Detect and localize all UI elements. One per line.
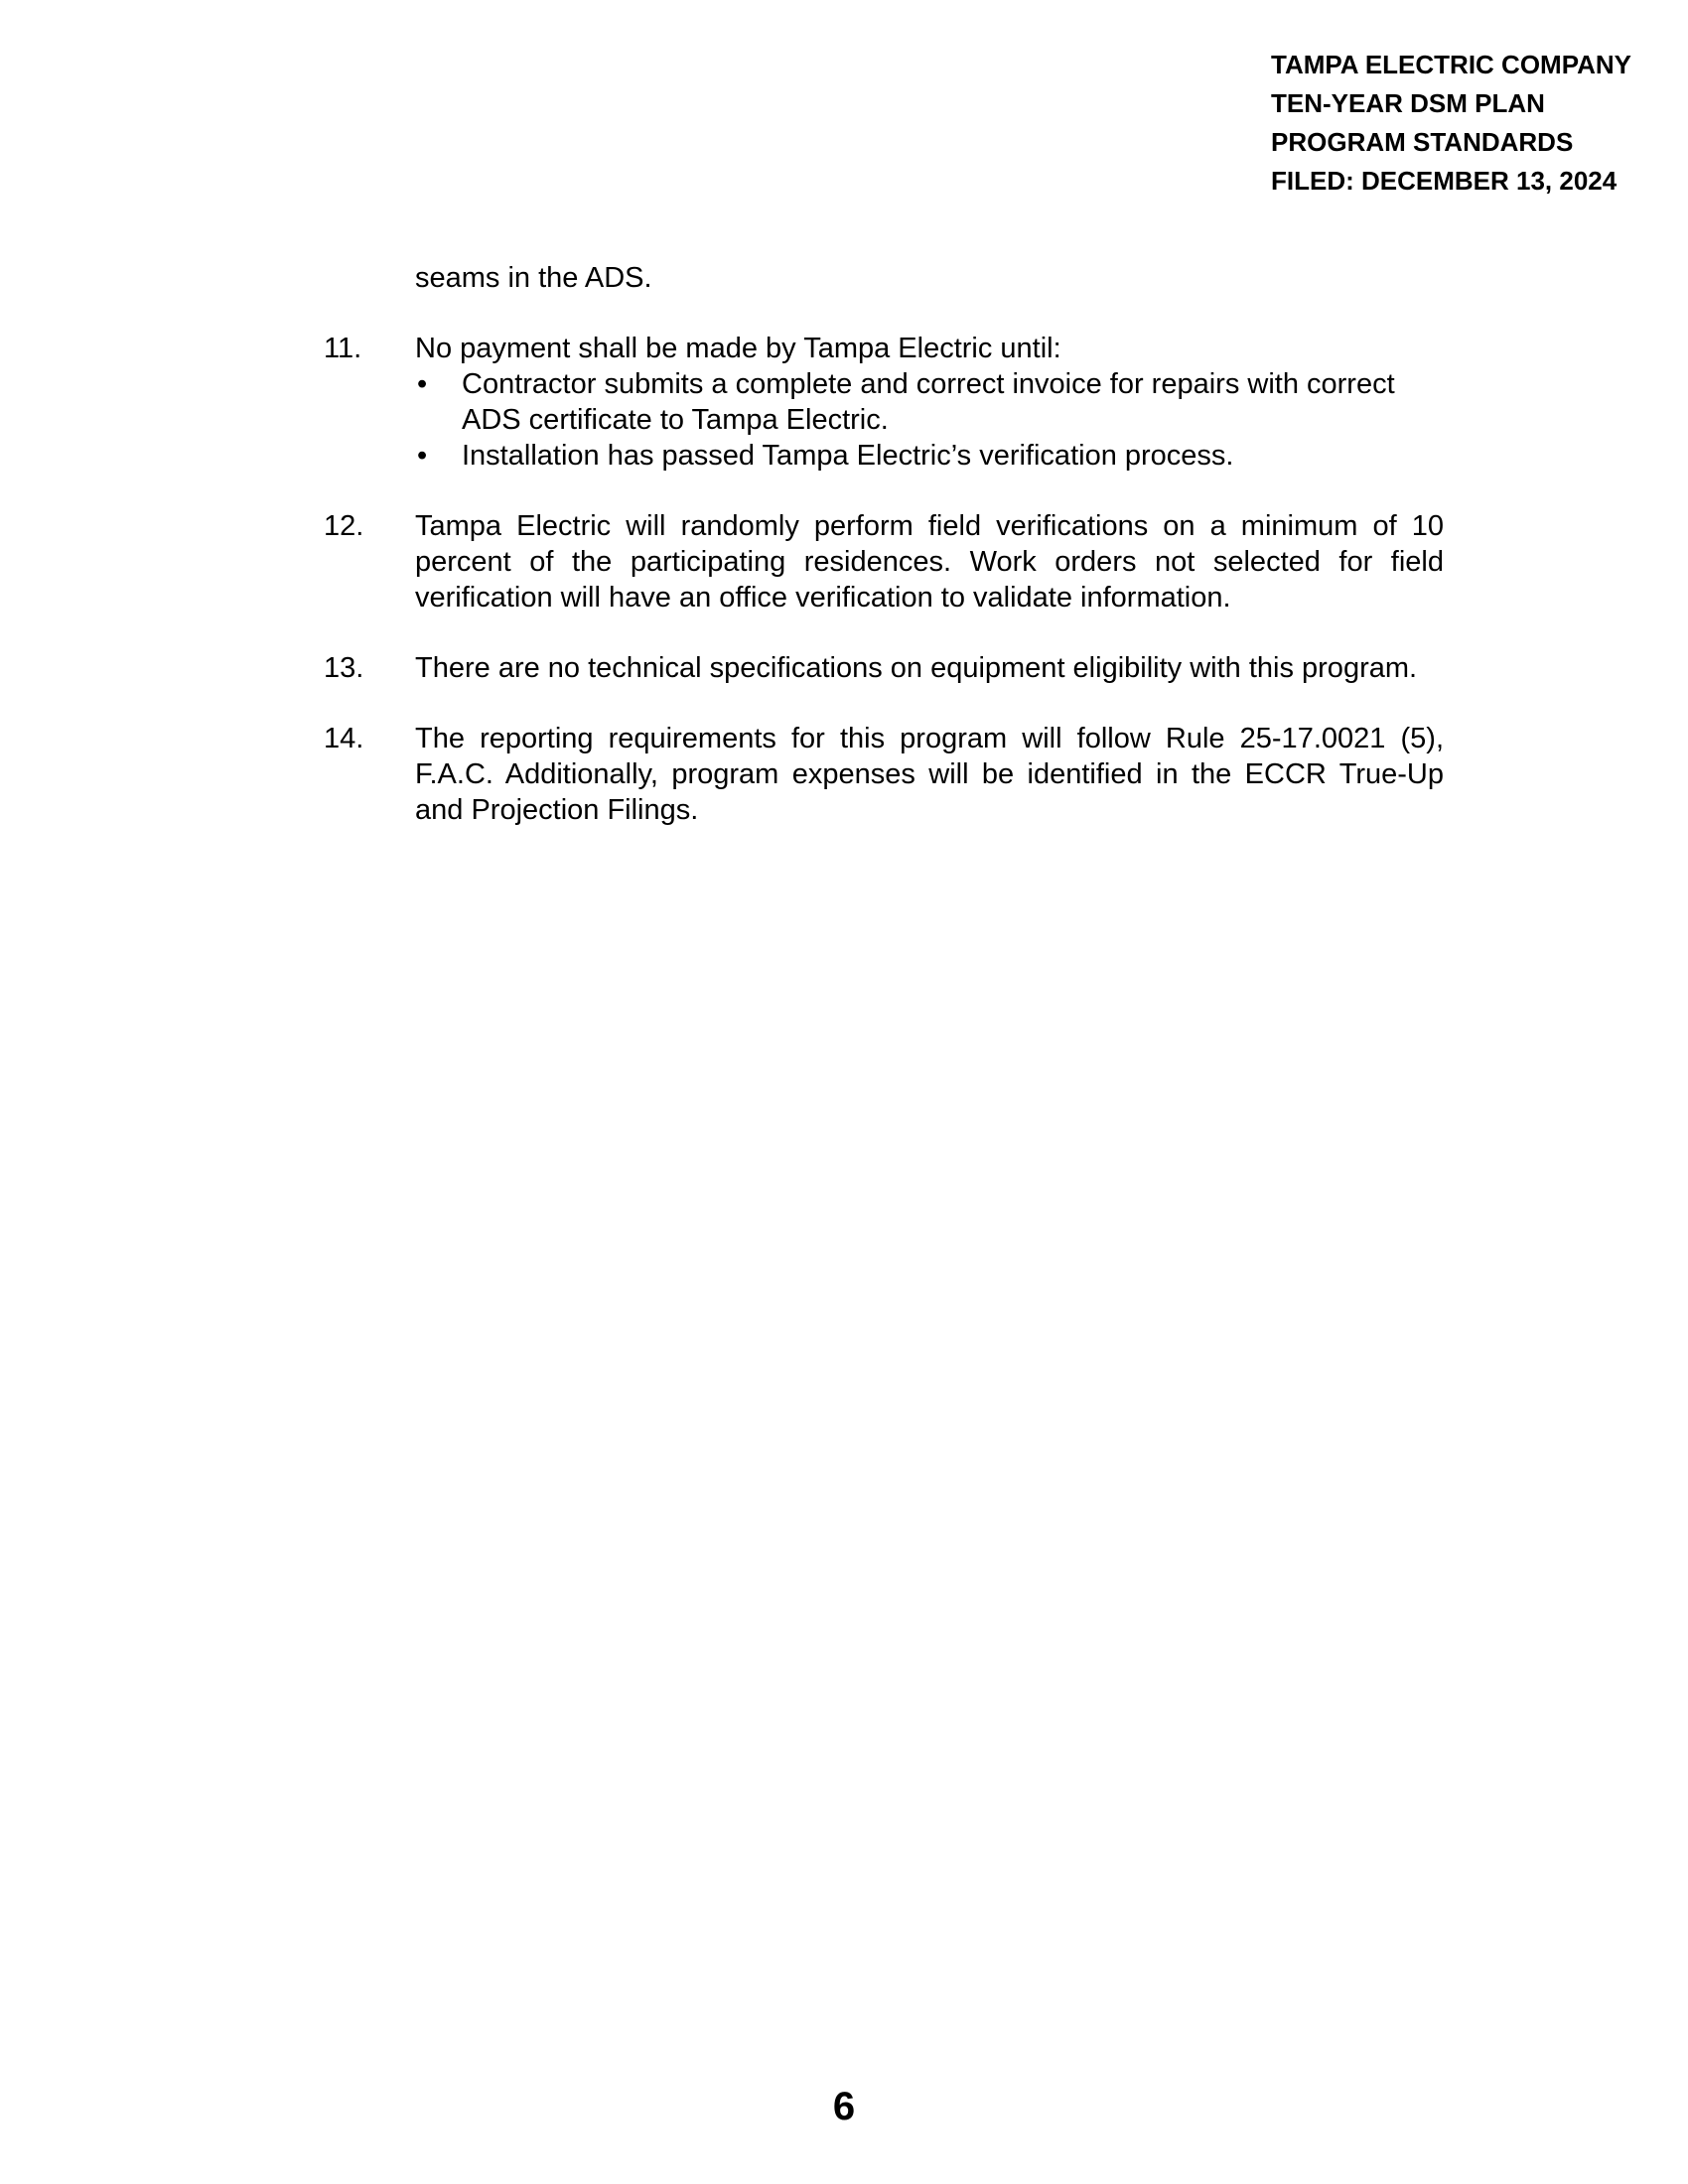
continuation-text: seams in the ADS. (415, 262, 652, 294)
item-text: There are no technical specifications on equipment eligibility with this program. (415, 652, 1418, 684)
header-filed-date: FILED: DECEMBER 13, 2024 (1271, 166, 1618, 196)
item-number: 12. (324, 510, 364, 542)
item-text: The reporting requirements for this program will follow Rule 25-17.0021 (5), F.A.C. Additionally, program expenses will be identified in the ECCR True-Up and Projection Filings. (415, 723, 1444, 826)
bullet-text: Installation has passed Tampa Electric’s verification process. (462, 440, 1234, 472)
bullet-list (415, 366, 1444, 474)
item-text: Tampa Electric will randomly perform field verifications on a minimum of 10 percent of the participating residences. Work orders not selected for field verification will have an office verification to validate information. (415, 510, 1444, 614)
bullet-text: Contractor submits a complete and correct invoice for repairs with correct ADS certificate to Tampa Electric. (462, 368, 1395, 436)
bullet-item (415, 438, 1444, 474)
header-section: PROGRAM STANDARDS (1271, 127, 1574, 157)
list-item-11 (324, 331, 1444, 474)
header-plan: TEN-YEAR DSM PLAN (1271, 88, 1545, 118)
item-text: No payment shall be made by Tampa Electric until: (415, 333, 1061, 364)
bullet-icon: • (417, 368, 428, 400)
list-item-12 (324, 508, 1444, 615)
document-header (1271, 46, 1678, 201)
list-item-13 (324, 650, 1444, 686)
item-number: 11. (324, 333, 362, 364)
bullet-item (415, 366, 1444, 438)
page-number: 6 (832, 2085, 856, 2128)
header-company: TAMPA ELECTRIC COMPANY (1271, 50, 1632, 79)
item-number: 14. (324, 723, 364, 754)
bullet-icon: • (417, 440, 428, 472)
list-item-14 (324, 721, 1444, 828)
item-number: 13. (324, 652, 364, 684)
document-body (324, 260, 1444, 863)
